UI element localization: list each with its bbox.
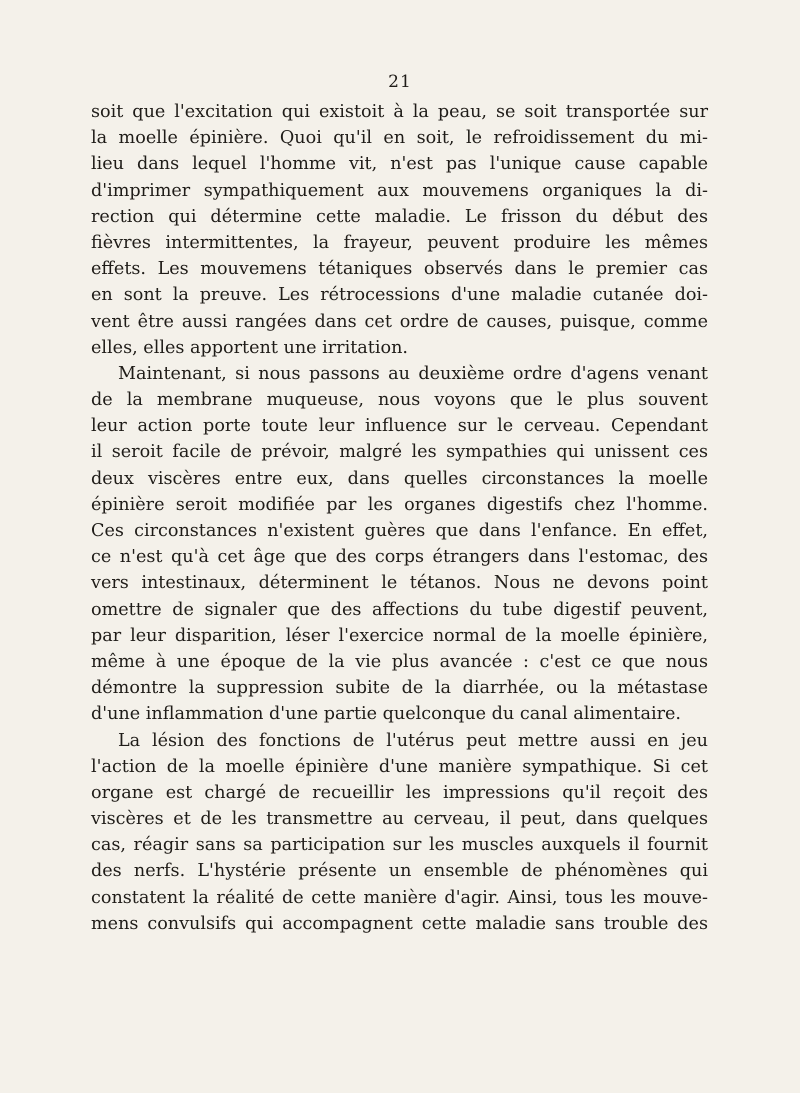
text-line: fièvres intermittentes, la frayeur, peuvent produire les mêmes <box>91 232 708 253</box>
text-line: la moelle épinière. Quoi qu'il en soit, le refroidissement du mi- <box>91 128 708 149</box>
text-line: cas, réagir sans sa participation sur les muscles auxquels il fournit <box>91 835 708 856</box>
paragraph-start-line: La lésion des fonctions de l'utérus peut mettre aussi en jeu <box>118 730 708 751</box>
text-line: l'action de la moelle épinière d'une manière sympathique. Si cet <box>91 756 708 777</box>
text-line: épinière seroit modifiée par les organes digestifs chez l'homme. <box>91 494 708 515</box>
text-line: vers intestinaux, déterminent le tétanos. Nous ne devons point <box>91 573 708 594</box>
text-line: de la membrane muqueuse, nous voyons que le plus souvent <box>91 390 708 411</box>
body-text <box>91 99 708 937</box>
text-line: viscères et de les transmettre au cerveau, il peut, dans quelques <box>91 809 708 830</box>
text-line: leur action porte toute leur influence sur le cerveau. Cependant <box>91 416 708 437</box>
text-line: il seroit facile de prévoir, malgré les sympathies qui unissent ces <box>91 442 708 463</box>
text-line: soit que l'excitation qui existoit à la peau, se soit transportée sur <box>91 102 708 122</box>
text-line: lieu dans lequel l'homme vit, n'est pas l'unique cause capable <box>91 154 708 175</box>
text-line: rection qui détermine cette maladie. Le frisson du début des <box>91 206 708 227</box>
text-line: démontre la suppression subite de la diarrhée, ou la métastase <box>91 678 708 699</box>
text-line: par leur disparition, léser l'exercice normal de la moelle épinière, <box>91 625 708 646</box>
text-line: des nerfs. L'hystérie présente un ensemble de phénomènes qui <box>91 861 708 882</box>
paragraph-end-line: d'une inflammation d'une partie quelconque du canal alimentaire. <box>91 704 681 725</box>
text-line: organe est chargé de recueillir les impressions qu'il reçoit des <box>91 782 708 803</box>
text-line: mens convulsifs qui accompagnent cette maladie sans trouble des <box>91 913 708 934</box>
text-line: en sont la preuve. Les rétrocessions d'une maladie cutanée doi- <box>91 285 708 306</box>
page-number: 21 <box>388 72 412 92</box>
text-line: vent être aussi rangées dans cet ordre de causes, puisque, comme <box>91 311 708 332</box>
text-line: Ces circonstances n'existent guères que dans l'enfance. En effet, <box>91 521 708 541</box>
text-line: ce n'est qu'à cet âge que des corps étrangers dans l'estomac, des <box>91 547 708 568</box>
text-line: deux viscères entre eux, dans quelles circonstances la moelle <box>91 468 708 489</box>
text-line: constatent la réalité de cette manière d'agir. Ainsi, tous les mouve- <box>91 887 708 908</box>
text-line: omettre de signaler que des affections du tube digestif peuvent, <box>91 599 708 620</box>
text-line: d'imprimer sympathiquement aux mouvemens organiques la di- <box>91 180 708 201</box>
text-line: même à une époque de la vie plus avancée : c'est ce que nous <box>91 651 708 672</box>
paragraph-start-line: Maintenant, si nous passons au deuxième ordre d'agens venant <box>118 363 708 384</box>
text-line: effets. Les mouvemens tétaniques observés dans le premier cas <box>91 259 708 280</box>
paragraph-end-line: elles, elles apportent une irritation. <box>91 337 408 358</box>
